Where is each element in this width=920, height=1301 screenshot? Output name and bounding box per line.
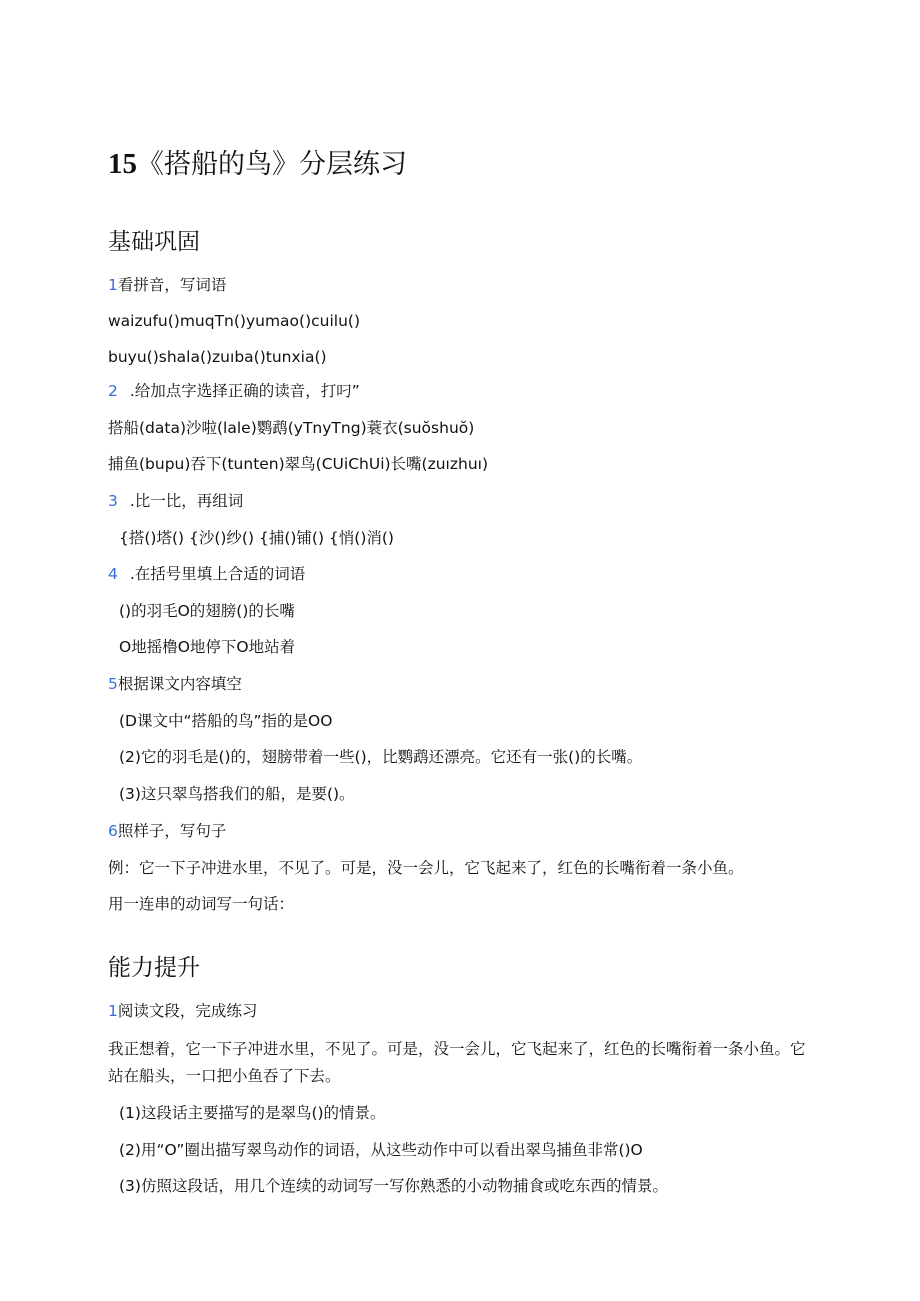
question-number: 4 (108, 565, 118, 583)
question-6-prompt (108, 820, 226, 842)
question-1-prompt (108, 274, 226, 296)
passage-line: 我正想着，它一下子冲进水里，不见了。可是，没一会儿，它飞起来了，红色的长嘴衔着一条小鱼。它 (108, 1040, 806, 1058)
example-sentence: 例：它一下子冲进水里，不见了。可是，没一会儿，它飞起来了，红色的长嘴衔着一条小鱼。 (108, 859, 744, 877)
compare-words-line: {搭()塔() {沙()纱() {捕()铺() {悄()消() (119, 529, 394, 547)
sub-question: (3)这只翠鸟搭我们的船，是要()。 (119, 785, 355, 803)
question-3-prompt (108, 490, 243, 512)
question-text: .给加点字选择正确的读音，打叼” (129, 382, 360, 400)
question-text: 看拼音，写词语 (117, 276, 227, 294)
sub-question: (D课文中“搭船的鸟”指的是OO (119, 712, 333, 730)
question-number: 1 (108, 1002, 118, 1020)
title-number: 15 (108, 148, 137, 180)
reading-question-prompt (108, 1000, 257, 1022)
question-number: 3 (108, 492, 118, 510)
question-text: .比一比，再组词 (129, 492, 244, 510)
question-number: 1 (108, 276, 118, 294)
question-number: 2 (108, 382, 118, 400)
sub-question: (1)这段话主要描写的是翠鸟()的情景。 (119, 1104, 386, 1122)
sub-question: (2)用“O”圈出描写翠鸟动作的词语，从这些动作中可以看出翠鸟捕鱼非常()O (119, 1141, 643, 1159)
section-heading-basic: 基础巩固 (108, 229, 200, 255)
question-text: 照样子，写句子 (117, 822, 227, 840)
title-text: 《搭船的鸟》分层练习 (137, 149, 407, 180)
question-number: 5 (108, 675, 118, 693)
sub-question: (2)它的羽毛是()的，翅膀带着一些()，比鹦鹉还漂亮。它还有一张()的长嘴。 (119, 748, 643, 766)
reading-choice-line: 捕鱼(bupu)吞下(tunten)翠鸟(CUiChUi)长嘴(zuızhuı) (108, 455, 488, 473)
question-text: .在括号里填上合适的词语 (129, 565, 306, 583)
question-4-prompt (108, 563, 305, 585)
question-text: 根据课文内容填空 (117, 675, 242, 693)
reading-choice-line: 搭船(data)沙啦(lale)鹦鹉(yTnyTng)蓑衣(suŏshuŏ) (108, 419, 475, 437)
fill-blank-line: ()的羽毛O的翅膀()的长嘴 (119, 602, 295, 620)
pinyin-line: waizufu()muqTn()yumao()cuilu() (108, 312, 361, 330)
pinyin-line: buyu()shala()zuıba()tunxia() (108, 348, 327, 366)
question-number: 6 (108, 822, 118, 840)
section-heading-advanced: 能力提升 (108, 955, 200, 981)
question-5-prompt (108, 673, 242, 695)
instruction-line: 用一连串的动词写一句话： (108, 895, 295, 913)
page-title (108, 146, 407, 183)
fill-blank-line: O地摇橹O地停下O地站着 (119, 638, 296, 656)
sub-question: (3)仿照这段话，用几个连续的动词写一写你熟悉的小动物捕食或吃东西的情景。 (119, 1177, 668, 1195)
passage-line: 站在船头，一口把小鱼吞了下去。 (108, 1067, 341, 1085)
question-2-prompt (108, 380, 360, 402)
question-text: 阅读文段，完成练习 (117, 1002, 258, 1020)
